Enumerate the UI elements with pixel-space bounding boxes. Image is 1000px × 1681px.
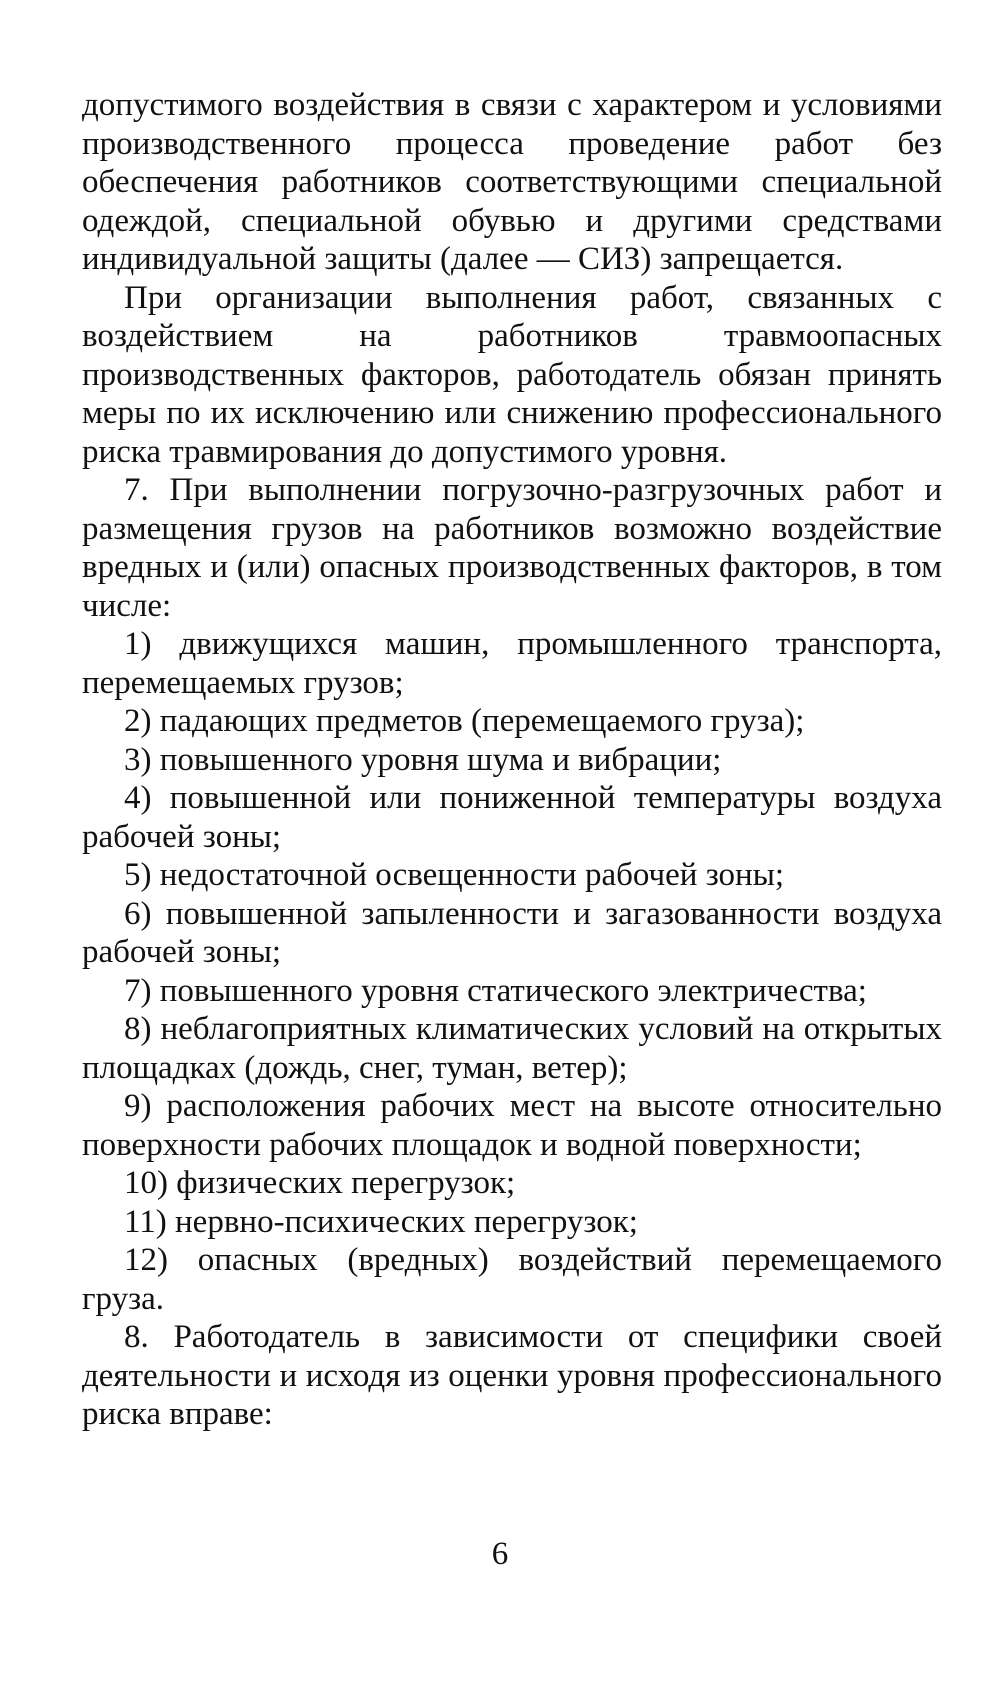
list-item: 4) повышенной или пониженной температуры воздуха рабочей зоны;: [82, 780, 942, 855]
list-item: 8) неблагоприятных климатических условий на открытых площадках (дождь, снег, туман, ветер);: [82, 1011, 942, 1086]
list-item: 5) недостаточной освещенности рабочей зоны;: [124, 857, 785, 893]
list-item: 10) физических перегрузок;: [124, 1165, 516, 1201]
page-number: 6: [491, 1536, 509, 1572]
list-item: 7) повышенного уровня статического электричества;: [124, 972, 867, 1009]
list-item: 6) повышенной запыленности и загазованности воздуха рабочей зоны;: [82, 895, 942, 970]
list-item: 11) нервно-психических перегрузок;: [124, 1203, 638, 1240]
list-item: 3) повышенного уровня шума и вибрации;: [124, 741, 722, 778]
list-item: 9) расположения рабочих мест на высоте относительно поверхности рабочих площадок и водной поверхности;: [82, 1088, 942, 1163]
list-item: 1) движущихся машин, промышленного транспорта, перемещаемых грузов;: [82, 626, 942, 701]
paragraph-continuation: допустимого воздействия в связи с характером и условиями производственного процесса проведение работ без обеспечения работников соответствующими специальной одеждой, специальной обувью и другими средствами индивидуальной защиты (далее — СИЗ) запрещается.: [82, 87, 942, 277]
document-page: [82, 86, 942, 1434]
list-item: 12) опасных (вредных) воздействий перемещаемого груза.: [82, 1242, 942, 1317]
paragraph-section-7: 7. При выполнении погрузочно-разгрузочных работ и размещения грузов на работников возможно воздействие вредных и (или) опасных производственных факторов, в том числе:: [82, 472, 942, 624]
paragraph-organization: При организации выполнения работ, связанных с воздействием на работников травмоопасных производственных факторов, работодатель обязан принять меры по их исключению или снижению профессионального риска травмирования до допустимого уровня.: [82, 279, 942, 470]
list-item: 2) падающих предметов (перемещаемого груза);: [124, 703, 805, 739]
paragraph-section-8: 8. Работодатель в зависимости от специфики своей деятельности и исходя из оценки уровня профессионального риска вправе:: [82, 1319, 942, 1432]
